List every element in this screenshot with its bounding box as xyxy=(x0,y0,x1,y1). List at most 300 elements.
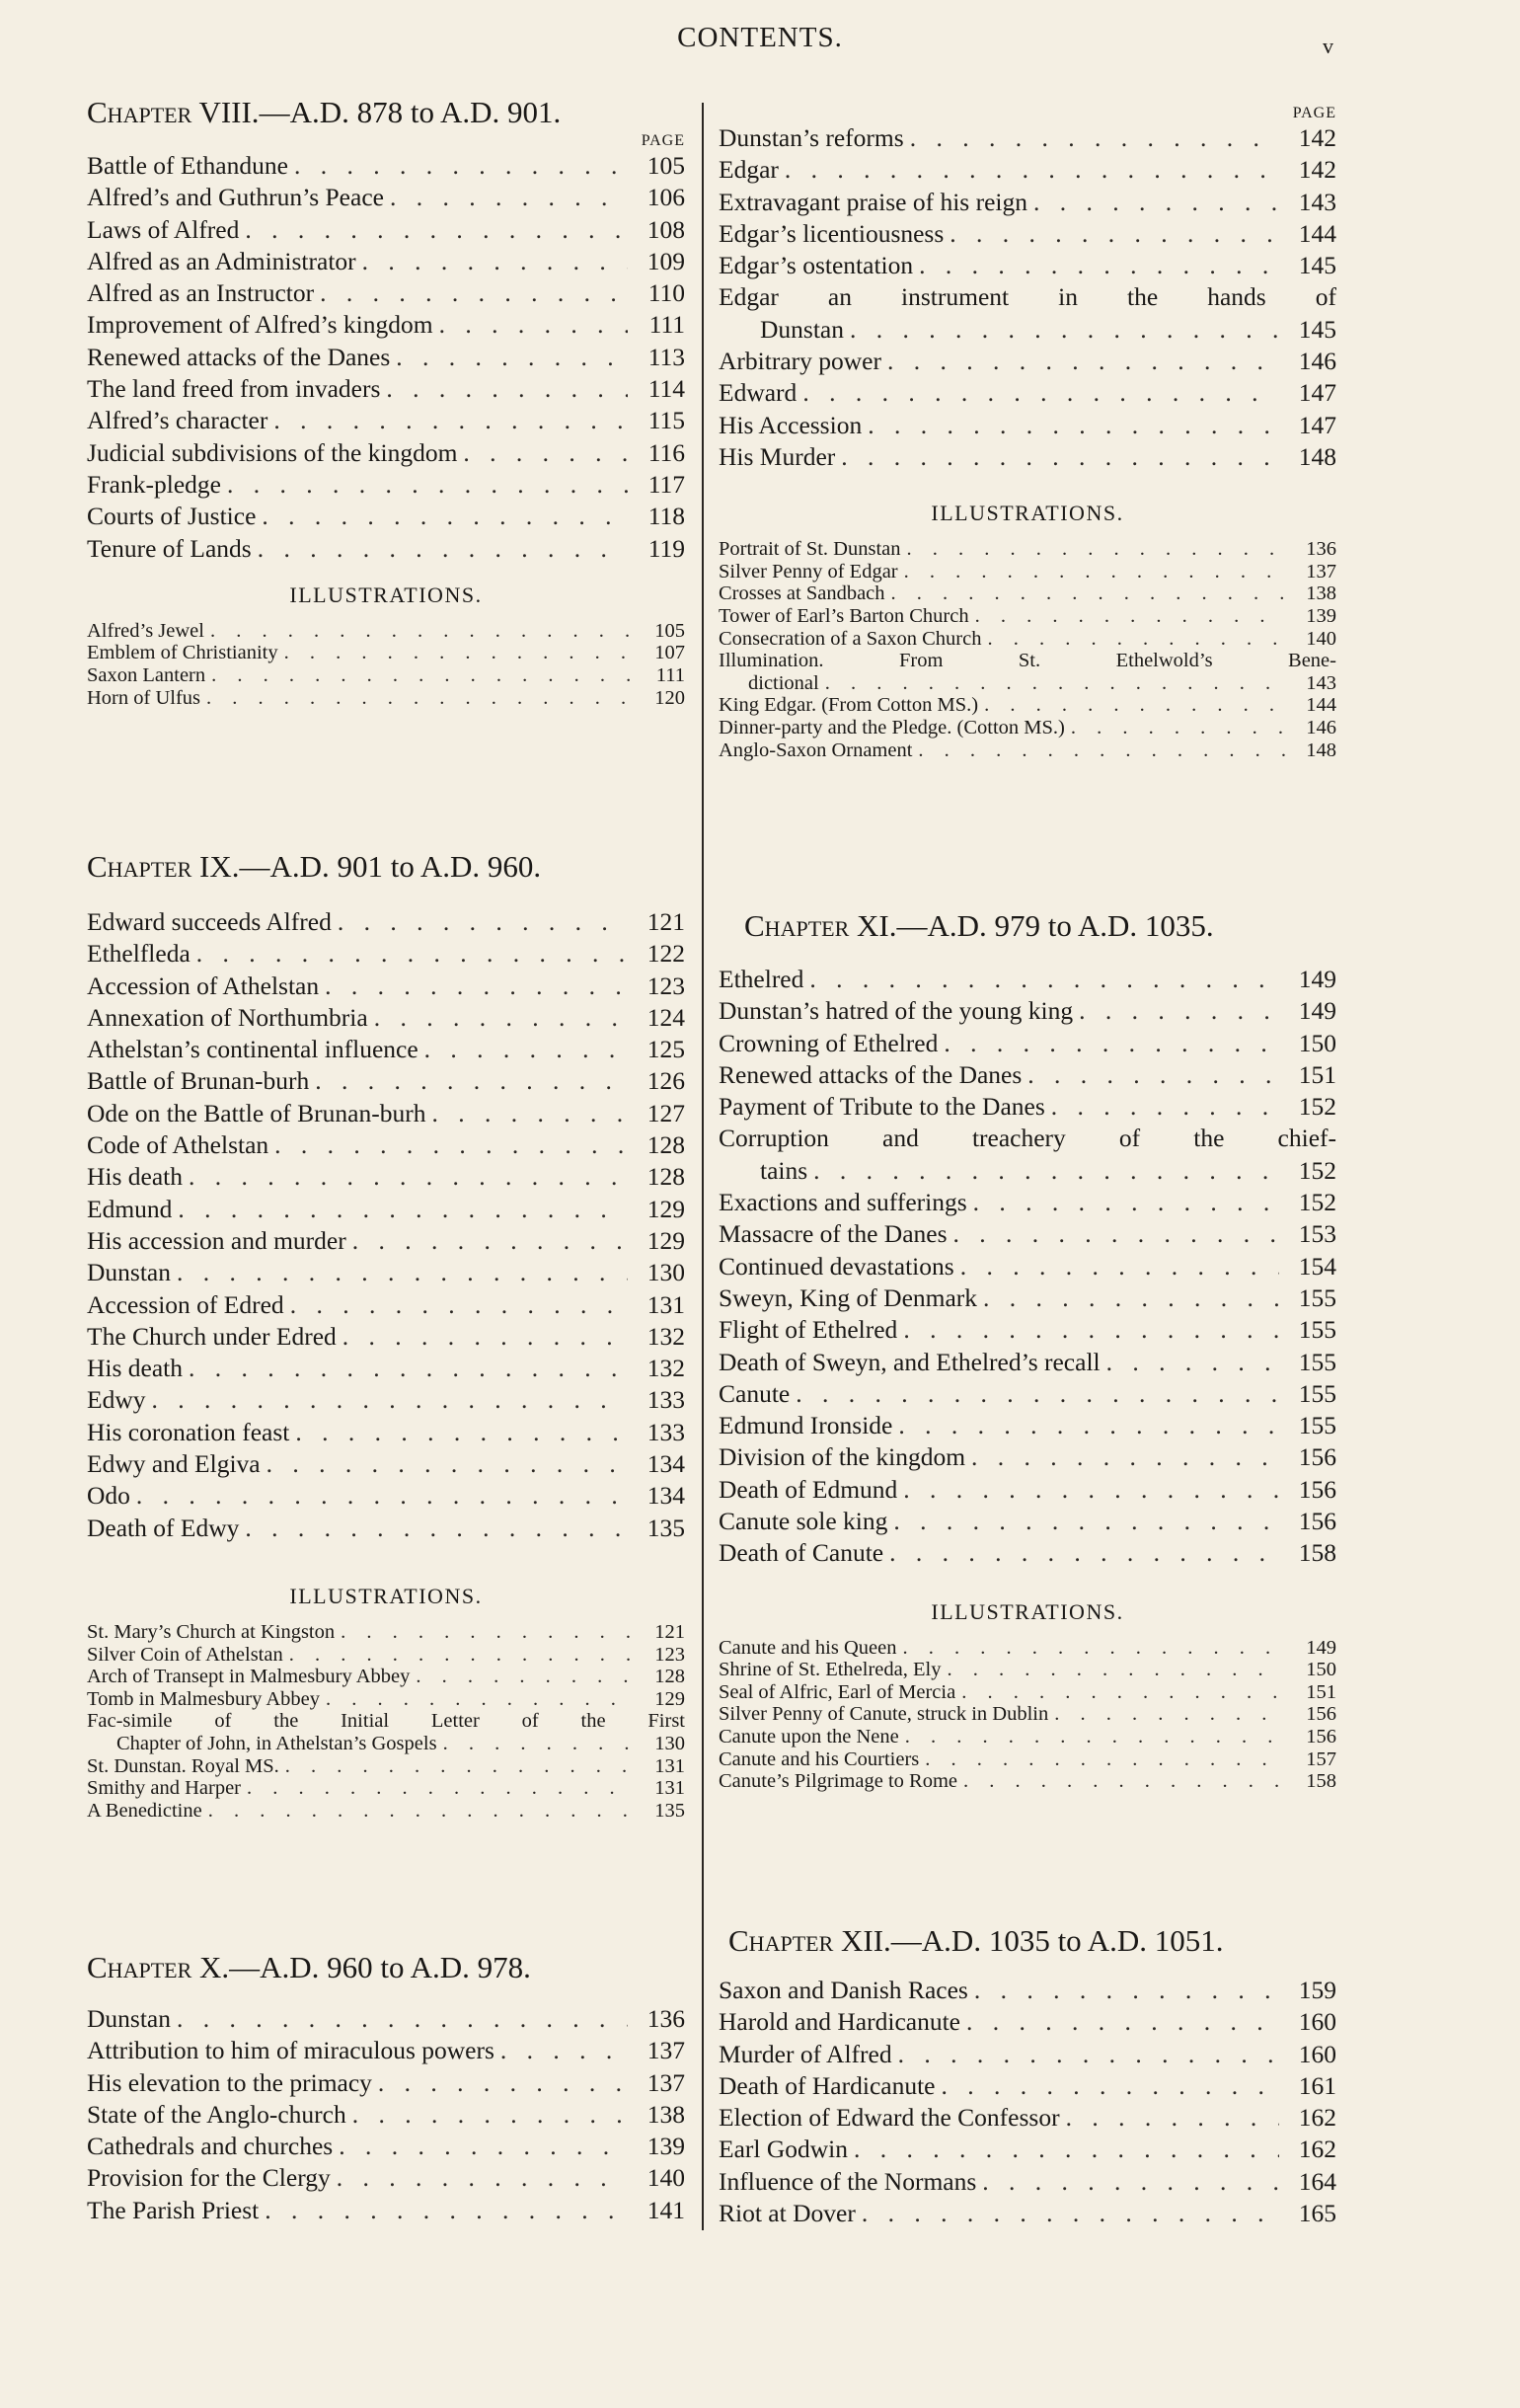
entry-page: 145 xyxy=(1298,314,1336,344)
entry-page: 128 xyxy=(646,1130,685,1160)
dot-leader xyxy=(790,1378,1279,1410)
entry-page: 144 xyxy=(1298,218,1336,248)
dot-leader xyxy=(278,642,634,664)
toc-entry xyxy=(87,1098,685,1129)
dot-leader xyxy=(969,605,1285,628)
dot-leader xyxy=(1022,1059,1279,1091)
dot-leader xyxy=(965,1441,1279,1473)
chapter-label: Chapter xyxy=(87,849,192,884)
entry-page: 137 xyxy=(646,2067,685,2097)
dot-leader xyxy=(252,533,628,565)
toc-entry xyxy=(87,150,685,182)
dot-leader xyxy=(200,687,634,710)
toc-entry xyxy=(719,1537,1336,1569)
entry-page: 144 xyxy=(1306,694,1336,717)
toc-entry xyxy=(719,1314,1336,1346)
dot-leader xyxy=(978,694,1285,717)
entry-page: 146 xyxy=(1298,347,1336,376)
entry-page: 108 xyxy=(646,214,685,244)
dot-leader xyxy=(309,1065,628,1097)
entry-page: 134 xyxy=(646,1449,685,1479)
dot-leader xyxy=(881,346,1279,377)
entry-page: 151 xyxy=(1306,1680,1336,1703)
entry-page: 120 xyxy=(654,686,685,709)
entry-title: Edmund Ironside xyxy=(719,1411,893,1440)
dot-leader xyxy=(944,218,1279,250)
toc-entry xyxy=(87,2162,685,2194)
entry-page: 142 xyxy=(1298,123,1336,152)
toc-entry xyxy=(719,561,1336,583)
toc-entry xyxy=(87,1800,685,1823)
entry-page: 105 xyxy=(654,619,685,642)
dot-leader xyxy=(333,2131,628,2162)
entry-page: 143 xyxy=(1298,187,1336,216)
toc-entry xyxy=(719,281,1336,346)
toc-entry xyxy=(719,628,1336,651)
toc-entry xyxy=(87,2195,685,2226)
toc-entry xyxy=(87,501,685,532)
entry-page: 155 xyxy=(1298,1315,1336,1345)
entry-page: 131 xyxy=(654,1777,685,1800)
entry-page: 157 xyxy=(1306,1748,1336,1770)
entry-title: His accession and murder xyxy=(87,1225,346,1255)
dot-leader xyxy=(183,1353,628,1384)
dot-leader xyxy=(202,1800,634,1823)
entry-title: Tower of Earl’s Barton Church xyxy=(719,605,969,628)
entry-page: 131 xyxy=(646,1289,685,1319)
toc-entry xyxy=(719,2134,1336,2165)
toc-entry xyxy=(87,2035,685,2066)
toc-entry xyxy=(87,642,685,664)
dot-leader xyxy=(904,122,1279,154)
toc-entry xyxy=(719,187,1336,218)
entry-page: 149 xyxy=(1298,965,1336,993)
toc-entry xyxy=(719,739,1336,762)
dot-leader xyxy=(130,1480,628,1512)
dot-leader xyxy=(807,1155,1279,1187)
entry-page: 162 xyxy=(1298,2103,1336,2133)
entry-title: Harold and Hardicanute xyxy=(719,2007,960,2037)
dot-leader xyxy=(204,620,634,643)
entry-page: 148 xyxy=(1298,441,1336,471)
dot-leader xyxy=(1060,2102,1279,2134)
entry-title: Extravagant praise of his reign xyxy=(719,187,1027,216)
entry-continuation xyxy=(87,1733,685,1755)
entry-page: 136 xyxy=(1306,538,1336,561)
entry-page: 158 xyxy=(1298,1538,1336,1568)
entry-page: 136 xyxy=(646,2004,685,2033)
dot-leader xyxy=(410,1666,634,1688)
dot-leader xyxy=(1065,717,1285,739)
toc-entry xyxy=(719,1726,1336,1748)
dot-leader xyxy=(418,1034,628,1065)
entry-page: 141 xyxy=(646,2195,685,2224)
dot-leader xyxy=(346,2099,628,2131)
dot-leader xyxy=(146,1384,629,1416)
dot-leader xyxy=(289,1417,628,1448)
entry-page: 156 xyxy=(1306,1703,1336,1726)
toc-entry xyxy=(719,2198,1336,2229)
entry-title: Silver Coin of Athelstan xyxy=(87,1643,283,1666)
entry-title: Portrait of St. Dunstan xyxy=(719,538,901,561)
dot-leader xyxy=(968,1975,1279,2006)
entry-page: 138 xyxy=(646,2099,685,2129)
toc-entry xyxy=(719,154,1336,186)
entry-title: Canute xyxy=(719,1378,791,1408)
entry-page: 123 xyxy=(646,971,685,1000)
chapter-number: X. xyxy=(199,1950,230,1984)
entry-page: 155 xyxy=(1298,1282,1336,1312)
toc-entry xyxy=(719,1028,1336,1059)
dot-leader xyxy=(887,1506,1279,1537)
entry-page: 160 xyxy=(1298,2039,1336,2068)
entry-title: Edgar’s licentiousness xyxy=(719,218,945,248)
contents-list xyxy=(87,150,685,565)
toc-entry xyxy=(719,1975,1336,2006)
chapter-heading xyxy=(87,849,685,885)
dot-leader xyxy=(433,309,628,341)
entry-title: Horn of Ulfus xyxy=(87,686,201,709)
entry-page: 146 xyxy=(1306,717,1336,739)
entry-page: 139 xyxy=(1306,605,1336,628)
dot-leader xyxy=(797,377,1279,409)
entry-title: Corruption and treachery of the chief- xyxy=(719,1124,1336,1153)
entry-title: Consecration of a Saxon Church xyxy=(719,627,982,650)
toc-entry xyxy=(87,664,685,687)
entry-title: Code of Athelstan xyxy=(87,1130,269,1160)
toc-entry xyxy=(87,1257,685,1288)
dot-leader xyxy=(239,214,628,246)
entry-title-continued: tains xyxy=(760,1155,808,1185)
entry-page: 152 xyxy=(1298,1155,1336,1185)
contents-list xyxy=(87,2003,685,2226)
entry-title: Tenure of Lands xyxy=(87,533,252,563)
entry-title: His death xyxy=(87,1162,184,1192)
entry-title: Seal of Alfric, Earl of Mercia xyxy=(719,1680,956,1703)
entry-page: 127 xyxy=(646,1098,685,1127)
entry-title: Edwy and Elgiva xyxy=(87,1449,261,1479)
entry-page: 162 xyxy=(1298,2135,1336,2164)
entry-page: 106 xyxy=(646,183,685,212)
entry-continuation xyxy=(719,314,1336,346)
entry-page: 123 xyxy=(654,1643,685,1666)
entry-title: Canute and his Queen xyxy=(719,1636,897,1659)
toc-entry xyxy=(87,2131,685,2162)
entry-title: Exactions and sufferings xyxy=(719,1188,967,1217)
toc-entry xyxy=(87,1289,685,1321)
entry-title: Division of the kingdom xyxy=(719,1442,966,1472)
entry-page: 154 xyxy=(1298,1251,1336,1281)
toc-entry xyxy=(87,2099,685,2131)
toc-entry xyxy=(719,1218,1336,1250)
dot-leader xyxy=(819,672,1285,695)
chapter-xi-section xyxy=(719,908,1336,1793)
toc-entry xyxy=(87,1688,685,1711)
dot-leader xyxy=(356,246,628,277)
dot-leader xyxy=(896,1637,1285,1660)
entry-page: 148 xyxy=(1306,738,1336,761)
entry-title: Anglo-Saxon Ornament xyxy=(719,738,913,761)
entry-page: 145 xyxy=(1298,251,1336,280)
toc-entry xyxy=(719,694,1336,717)
page-number: v xyxy=(1323,34,1333,58)
entry-page: 117 xyxy=(647,469,685,499)
toc-entry xyxy=(719,1681,1336,1704)
entry-title: Alfred’s and Guthrun’s Peace xyxy=(87,183,384,212)
entry-title: King Edgar. (From Cotton MS.) xyxy=(719,694,979,717)
dot-leader xyxy=(803,964,1279,995)
chapter-heading xyxy=(719,1923,1336,1959)
entry-title: Renewed attacks of the Danes xyxy=(87,342,391,371)
dot-leader xyxy=(1101,1347,1279,1378)
dot-leader xyxy=(372,2067,628,2099)
toc-entry xyxy=(87,620,685,643)
toc-entry xyxy=(719,717,1336,739)
dot-leader xyxy=(268,1129,628,1161)
entry-page: 131 xyxy=(654,1754,685,1777)
entry-title: Death of Edwy xyxy=(87,1513,240,1542)
toc-entry xyxy=(87,342,685,373)
page-column-label: PAGE xyxy=(641,132,685,149)
entry-title: Shrine of St. Ethelreda, Ely xyxy=(719,1659,942,1681)
entry-page: 105 xyxy=(646,151,685,180)
toc-entry xyxy=(719,1441,1336,1473)
dot-leader xyxy=(935,2070,1279,2102)
chapter-heading xyxy=(719,908,1336,944)
entry-title: Election of Edward the Confessor xyxy=(719,2103,1060,2133)
entry-page: 133 xyxy=(646,1385,685,1415)
entry-title: St. Dunstan. Royal MS. xyxy=(87,1754,279,1777)
entry-title: Crowning of Ethelred xyxy=(719,1028,939,1057)
entry-title: Death of Canute xyxy=(719,1538,884,1568)
dot-leader xyxy=(967,1187,1279,1218)
dot-leader xyxy=(912,739,1285,762)
entry-title: His Accession xyxy=(719,410,863,439)
dot-leader xyxy=(384,182,628,213)
entry-continuation xyxy=(719,672,1336,695)
chapter-date-range: —A.D. 960 to A.D. 978. xyxy=(229,1950,531,1984)
entry-title: St. Mary’s Church at Kingston xyxy=(87,1620,336,1643)
dot-leader xyxy=(171,2003,628,2035)
dot-leader xyxy=(897,1314,1279,1346)
dot-leader xyxy=(938,1028,1279,1059)
chapter-viii-section xyxy=(87,95,685,709)
entry-page: 121 xyxy=(654,1620,685,1643)
toc-entry xyxy=(87,1666,685,1688)
dot-leader xyxy=(425,1098,628,1129)
entry-title: Alfred as an Administrator xyxy=(87,246,356,275)
entry-page: 155 xyxy=(1298,1411,1336,1440)
entry-title: Arch of Transept in Malmesbury Abbey xyxy=(87,1666,411,1688)
contents-list xyxy=(719,122,1336,473)
entry-title: Renewed attacks of the Danes xyxy=(719,1059,1023,1089)
entry-page: 142 xyxy=(1298,155,1336,185)
toc-entry xyxy=(719,1187,1336,1218)
entry-title: Ethelred xyxy=(719,965,804,993)
toc-entry xyxy=(87,246,685,277)
dot-leader xyxy=(494,2035,628,2066)
running-head: CONTENTS. xyxy=(677,22,843,53)
chapter-heading xyxy=(87,95,685,130)
dot-leader xyxy=(897,1474,1279,1506)
entry-page: 119 xyxy=(647,533,685,563)
entry-title: Riot at Dover xyxy=(719,2199,856,2228)
toc-entry xyxy=(719,1506,1336,1537)
entry-title: His coronation feast xyxy=(87,1417,290,1446)
entry-title: State of the Anglo-church xyxy=(87,2099,346,2129)
chapter-x-continued-section xyxy=(719,105,1336,761)
entry-title: Dunstan xyxy=(87,2004,171,2033)
entry-title: Courts of Justice xyxy=(87,502,257,531)
entry-page: 150 xyxy=(1298,1028,1336,1057)
entry-title: Dunstan xyxy=(87,1258,171,1287)
chapter-label: Chapter xyxy=(744,908,850,943)
entry-page: 150 xyxy=(1306,1659,1336,1681)
chapter-heading xyxy=(87,1950,685,1985)
chapter-date-range: —A.D. 901 to A.D. 960. xyxy=(239,849,542,884)
toc-entry xyxy=(87,1384,685,1416)
entry-page: 132 xyxy=(646,1321,685,1351)
toc-entry xyxy=(719,1637,1336,1660)
dot-leader xyxy=(288,150,628,182)
entry-page: 147 xyxy=(1298,410,1336,439)
dot-leader xyxy=(239,1513,628,1544)
dot-leader xyxy=(267,405,628,436)
dot-leader xyxy=(960,2006,1279,2038)
dot-leader xyxy=(883,1537,1279,1569)
entry-page: 107 xyxy=(654,642,685,664)
entry-page: 152 xyxy=(1298,1092,1336,1122)
entry-page: 164 xyxy=(1298,2166,1336,2196)
entry-title: The land freed from invaders xyxy=(87,374,381,404)
illustrations-list xyxy=(87,620,685,709)
entry-title: Crosses at Sandbach xyxy=(719,583,885,605)
illustrations-heading: ILLUSTRATIONS. xyxy=(289,1583,483,1608)
entry-title: Alfred’s Jewel xyxy=(87,619,204,642)
dot-leader xyxy=(335,1621,634,1644)
entry-title: Payment of Tribute to the Danes xyxy=(719,1092,1045,1122)
entry-title: Alfred as an Instructor xyxy=(87,278,315,308)
entry-title: Annexation of Northumbria xyxy=(87,1002,368,1032)
toc-entry xyxy=(87,1321,685,1353)
entry-page: 111 xyxy=(655,664,685,687)
entry-title: Edgar xyxy=(719,155,779,185)
entry-page: 135 xyxy=(654,1799,685,1822)
illustrations-list xyxy=(87,1621,685,1822)
dot-leader xyxy=(279,1755,634,1778)
toc-entry xyxy=(719,1251,1336,1282)
entry-title: His death xyxy=(87,1354,184,1383)
dot-leader xyxy=(898,561,1285,583)
dot-leader xyxy=(283,1644,634,1667)
entry-title: Death of Sweyn, and Ethelred’s recall xyxy=(719,1347,1101,1376)
entry-page: 138 xyxy=(1306,583,1336,605)
entry-page: 109 xyxy=(646,246,685,275)
toc-entry xyxy=(87,309,685,341)
chapter-label: Chapter xyxy=(87,1950,192,1984)
dot-leader xyxy=(954,1251,1279,1282)
chapter-number: IX. xyxy=(199,849,240,884)
entry-page: 129 xyxy=(646,1194,685,1223)
dot-leader xyxy=(919,1748,1285,1771)
chapter-ix-section xyxy=(87,849,685,1822)
toc-entry xyxy=(719,1347,1336,1378)
toc-entry xyxy=(87,214,685,246)
toc-entry xyxy=(87,1194,685,1225)
entry-page: 110 xyxy=(647,278,685,308)
entry-page: 118 xyxy=(647,502,685,531)
entry-title: Canute and his Courtiers xyxy=(719,1748,920,1770)
dot-leader xyxy=(899,1726,1285,1748)
chapter-date-range: —A.D. 979 to A.D. 1035. xyxy=(896,908,1214,943)
entry-page: 139 xyxy=(646,2132,685,2161)
dot-leader xyxy=(862,410,1279,441)
entry-title: Saxon Lantern xyxy=(87,664,206,687)
toc-entry xyxy=(87,1777,685,1800)
toc-entry xyxy=(87,437,685,469)
toc-entry xyxy=(87,277,685,309)
entry-page: 137 xyxy=(1306,560,1336,583)
entry-title: Dunstan’s reforms xyxy=(719,123,904,152)
entry-page: 143 xyxy=(1306,671,1336,694)
entry-title: Edgar an instrument in the hands of xyxy=(719,282,1336,312)
dot-leader xyxy=(320,1688,634,1711)
dot-leader xyxy=(171,1257,628,1288)
dot-leader xyxy=(892,1410,1279,1441)
entry-title: Smithy and Harper xyxy=(87,1777,241,1800)
toc-entry xyxy=(87,687,685,710)
toc-entry xyxy=(719,1059,1336,1091)
entry-page: 125 xyxy=(646,1035,685,1064)
dot-leader xyxy=(892,2039,1279,2070)
dot-leader xyxy=(948,1218,1279,1250)
entry-page: 161 xyxy=(1298,2070,1336,2100)
dot-leader xyxy=(957,1770,1285,1793)
entry-page: 158 xyxy=(1306,1770,1336,1793)
entry-title: Provision for the Clergy xyxy=(87,2163,331,2193)
chapter-date-range: —A.D. 1035 to A.D. 1051. xyxy=(890,1923,1224,1958)
entry-page: 140 xyxy=(1306,627,1336,650)
chapter-date-range: —A.D. 878 to A.D. 901. xyxy=(259,95,562,129)
entry-title: Judicial subdivisions of the kingdom xyxy=(87,437,458,467)
toc-entry xyxy=(87,1480,685,1512)
dot-leader xyxy=(856,2198,1279,2229)
entry-page: 122 xyxy=(646,939,685,969)
entry-title: Frank-pledge xyxy=(87,469,221,499)
entry-page: 156 xyxy=(1306,1726,1336,1748)
contents-list xyxy=(87,906,685,1544)
toc-entry xyxy=(719,2006,1336,2038)
entry-title: Murder of Alfred xyxy=(719,2039,892,2068)
toc-entry xyxy=(719,1659,1336,1681)
dot-leader xyxy=(346,1225,628,1257)
entry-page: 129 xyxy=(646,1225,685,1255)
entry-page: 155 xyxy=(1298,1347,1336,1376)
illustrations-list xyxy=(719,538,1336,761)
toc-entry xyxy=(719,964,1336,995)
dot-leader xyxy=(885,583,1285,605)
toc-entry xyxy=(87,1513,685,1544)
entry-title-continued: Chapter of John, in Athelstan’s Gospels xyxy=(116,1732,437,1754)
entry-page: 155 xyxy=(1298,1378,1336,1408)
toc-entry xyxy=(719,2102,1336,2134)
illustrations-heading: ILLUSTRATIONS. xyxy=(931,1598,1124,1624)
toc-entry xyxy=(87,1034,685,1065)
entry-title: Earl Godwin xyxy=(719,2135,849,2164)
entry-title: Death of Edmund xyxy=(719,1474,898,1504)
entry-page: 111 xyxy=(648,310,685,340)
dot-leader xyxy=(955,1681,1285,1704)
